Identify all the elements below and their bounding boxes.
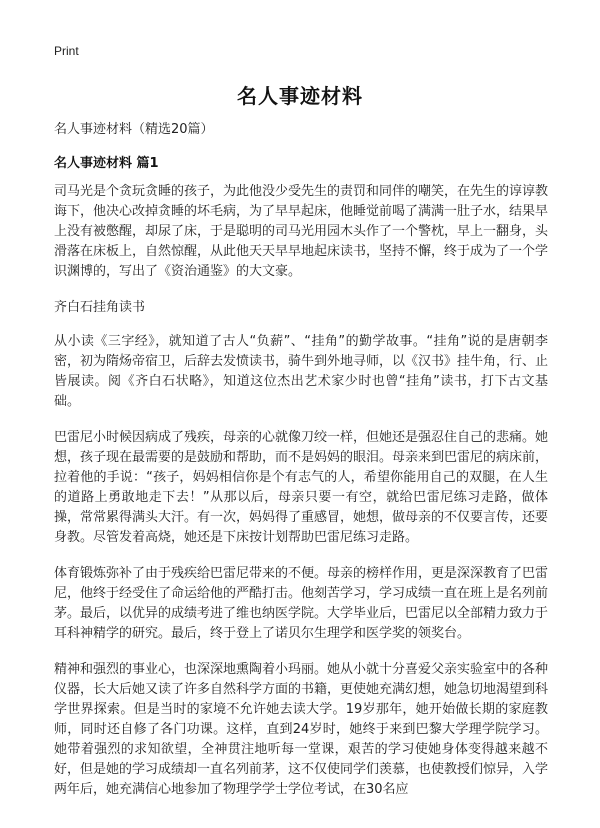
section-heading: 名人事迹材料 篇1	[54, 156, 159, 171]
paragraph-barany-success: 体育锻炼弥补了由于残疾给巴雷尼带来的不便。母亲的榜样作用，更是深深教育了巴雷尼，他终于经受住了命运给他的严酷打击。他刻苦学习，学习成绩一直在班上是名列前茅。最后，以优异的成绩考进了维也纳医学院。大学毕业后，巴雷尼以全部精力致力于耳科神精学的研究。最后，终于登上了诺贝尔生理学和医学奖的领奖台。	[54, 566, 549, 641]
paragraph-sima-guang: 司马光是个贪玩贪睡的孩子，为此他没少受先生的责罚和同伴的嘲笑，在先生的谆谆教诲下，他决心改掉贪睡的坏毛病，为了早早起床，他睡觉前喝了满满一肚子水，结果早上没有被憋醒，却尿了床，于是聪明的司马光用园木头作了一个警枕，早上一翻身，头滑落在床板上，自然惊醒，从此他天天早早地起床读书，坚持不懈，终于成为了一个学识渊博的，写出了《资治通鉴》的大文豪。	[54, 184, 549, 279]
paragraph-barany-mother: 巴雷尼小时候因病成了残疾，母亲的心就像刀绞一样，但她还是强忍住自己的悲痛。她想，孩子现在最需要的是鼓励和帮助，而不是妈妈的眼泪。母亲来到巴雷尼的病床前，拉着他的手说：“孩子，妈妈相信你是个有志气的人，希望你能用自己的双腿，在人生的道路上勇敢地走下去！”从那以后，母亲只要一有空，就给巴雷尼练习走路，做体操，常常累得满头大汗。有一次，妈妈得了重感冒，她想，做母亲的不仅要言传，还要身教。尽管发着高烧，她还是下床按计划帮助巴雷尼练习走路。	[54, 430, 549, 545]
print-link[interactable]: Print	[54, 44, 79, 58]
document-body	[54, 120, 548, 816]
paragraph-marie-curie: 精神和强烈的事业心，也深深地熏陶着小玛丽。她从小就十分喜爱父亲实验室中的各种仪器，长大后她又读了许多自然科学方面的书籍，更使她充满幻想，她急切地渴望到科学世界探索。但是当时的家境不允许她去读大学。19岁那年，她开始做长期的家庭教师，同时还自修了各门功课。这样，直到24岁时，她终于来到巴黎大学理学院学习。她带着强烈的求知欲望，全神贯注地听每一堂课，艰苦的学习使她身体变得越来越不好，但是她的学习成绩却一直名列前茅，这不仅使同学们羡慕，也使教授们惊异，入学两年后，她充满信心地参加了物理学学士学位考试，在30名应	[54, 662, 549, 797]
story-heading-qi-baishi: 齐白石挂角读书	[54, 300, 146, 315]
document-subtitle: 名人事迹材料（精选20篇）	[54, 122, 214, 137]
paragraph-qi-baishi: 从小读《三字经》，就知道了古人“负薪”、“挂角”的勤学故事。“挂角”说的是唐朝李密，初为隋炀帝宿卫，后辞去发愤读书，骑牛到外地寻师，以《汉书》挂牛角，行、止皆展读。阅《齐白石状略》，知道这位杰出艺术家少时也曾“挂角”读书，打下古文基础。	[54, 334, 549, 409]
document-title: 名人事迹材料	[237, 84, 363, 108]
